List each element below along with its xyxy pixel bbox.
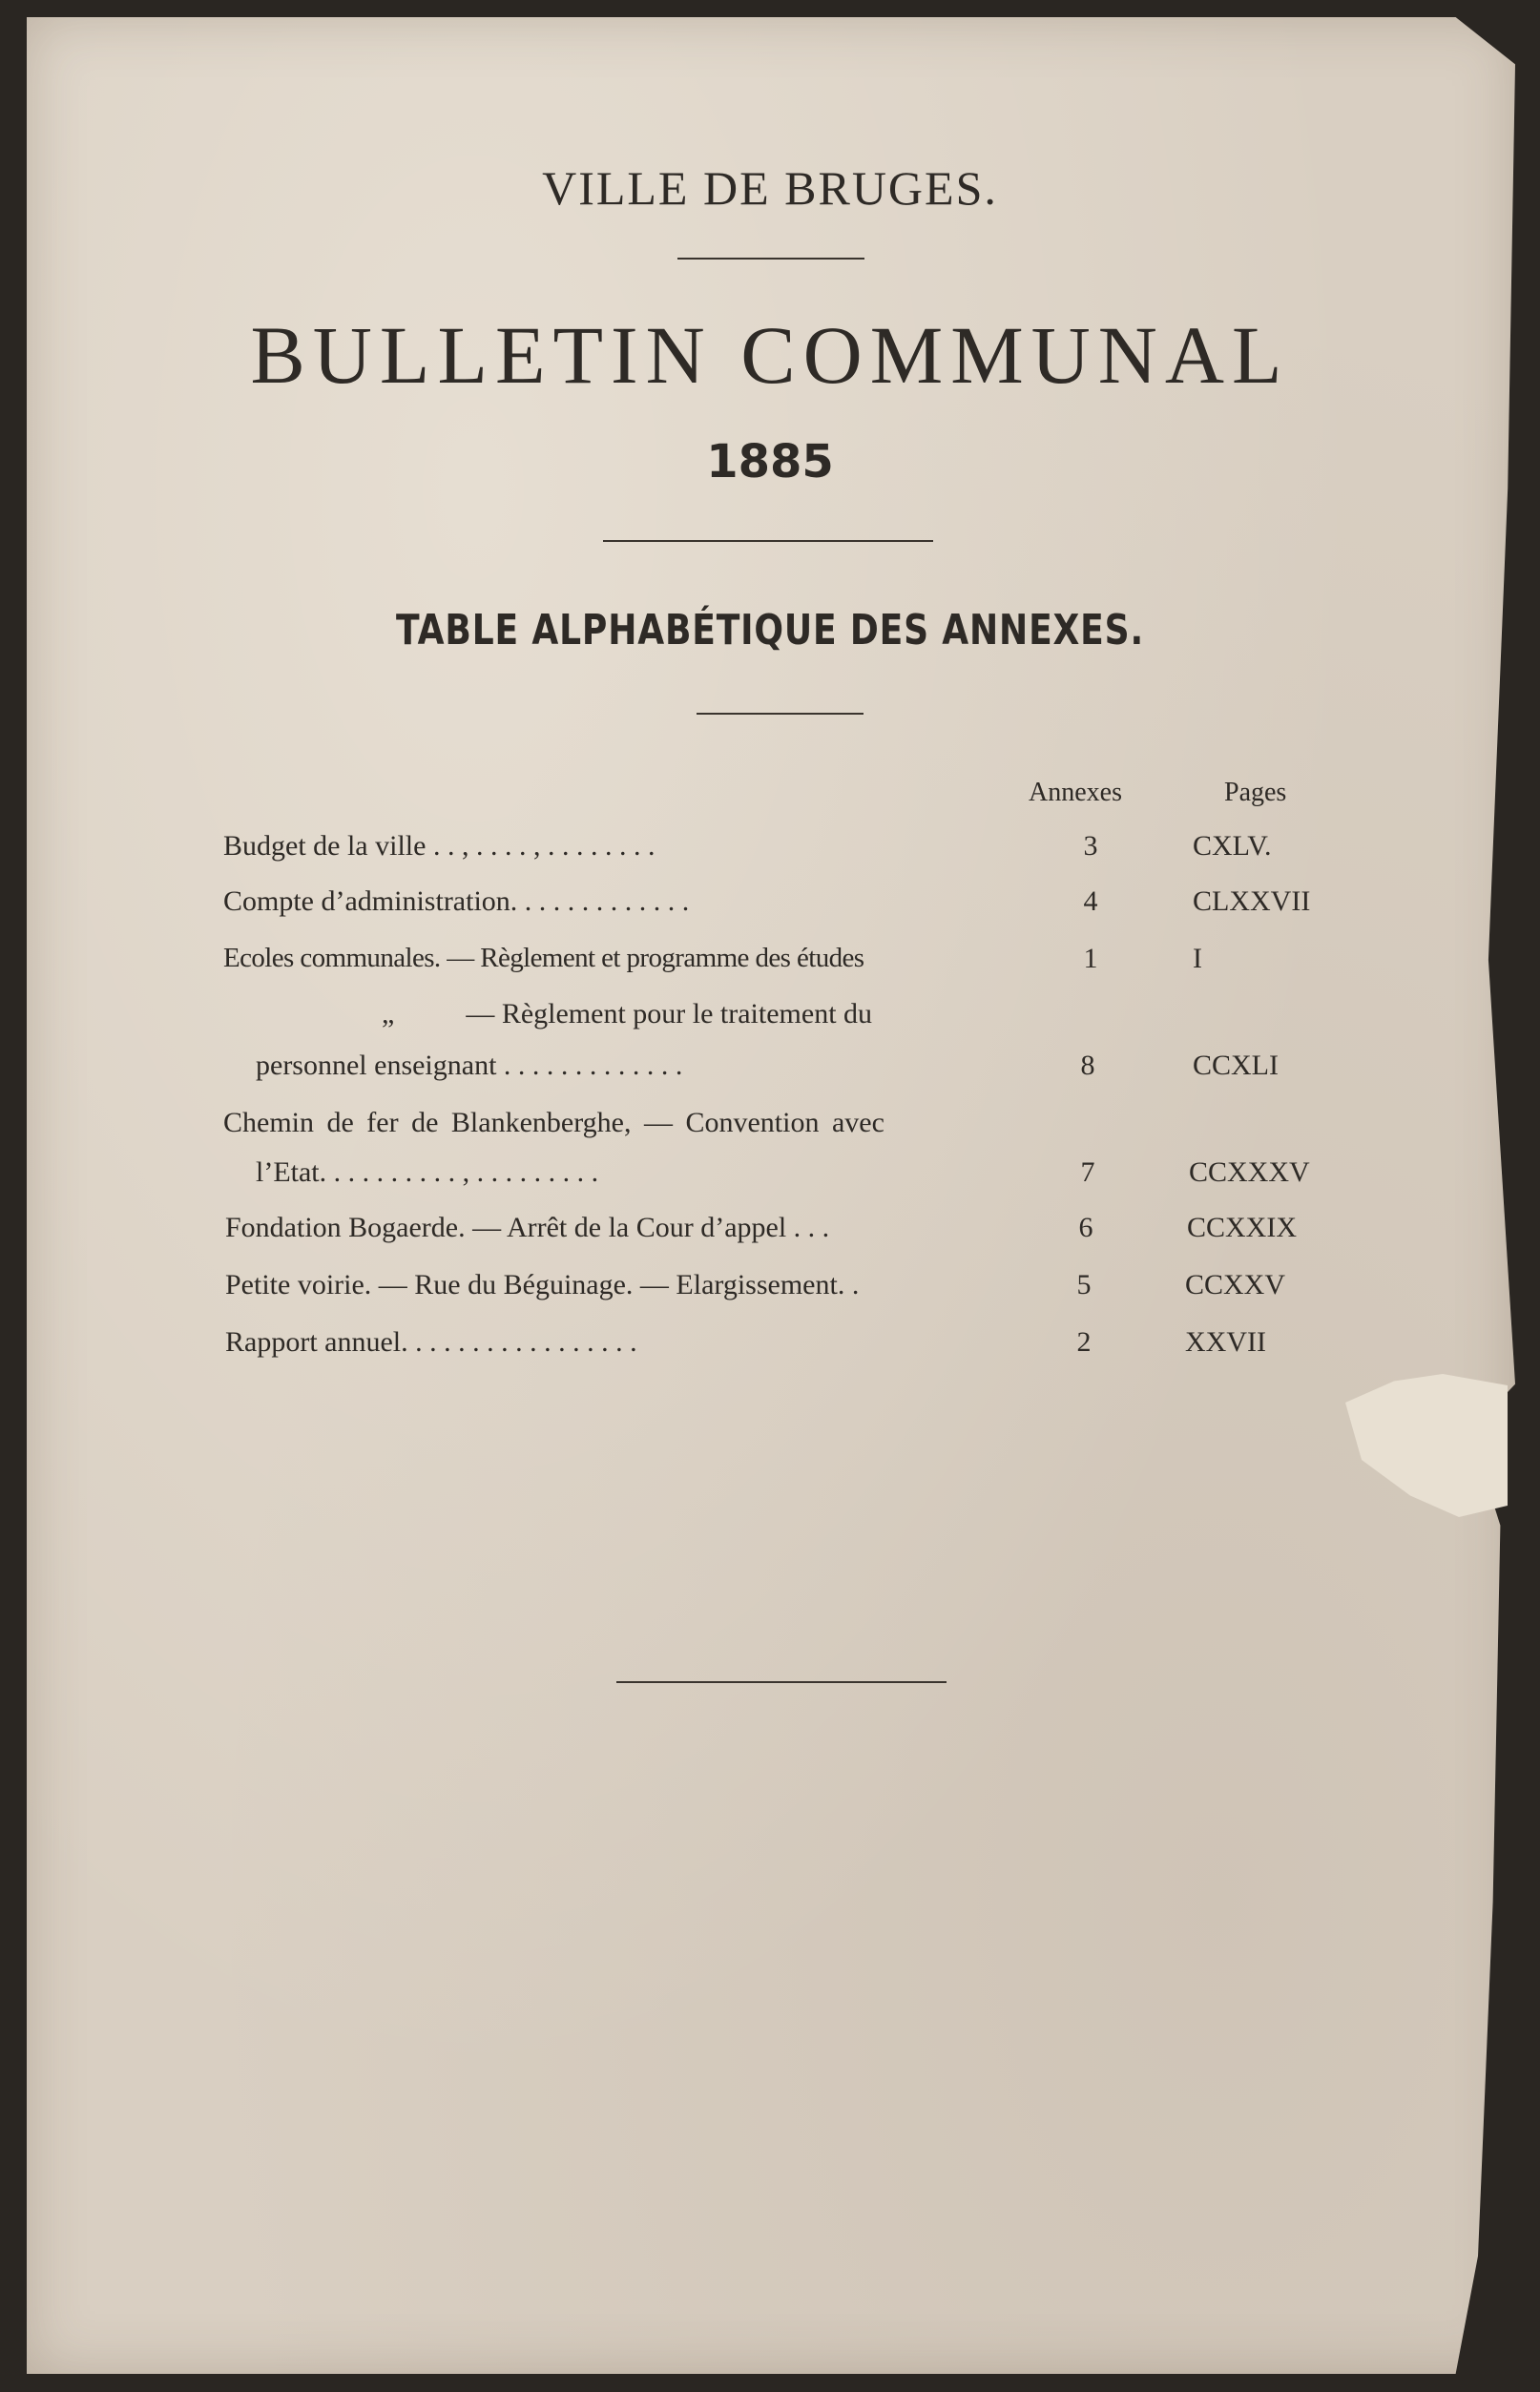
entry-page: CLXXVII (1193, 885, 1311, 917)
entry-text: l’Etat. . . . . . . . . . , . . . . . . . . . (256, 1156, 599, 1188)
entry-text: Petite voirie. — Rue du Béguinage. — Elargissement. . (225, 1269, 860, 1300)
bulletin-title: BULLETIN COMMUNAL (250, 309, 1290, 401)
divider-bottom (616, 1681, 947, 1683)
entry-annexe: 3 (1083, 830, 1098, 862)
year: 1885 (706, 435, 834, 489)
city-header: VILLE DE BRUGES. (542, 161, 998, 215)
entry-page: CCXLI (1193, 1050, 1279, 1081)
entry-page: CXLV. (1193, 830, 1272, 862)
divider-3 (697, 713, 864, 715)
entry-page: CCXXV (1185, 1269, 1286, 1300)
entry-text: Chemin de fer de Blankenberghe, — Convention avec (223, 1107, 884, 1138)
divider-1 (677, 258, 864, 260)
entry-annexe: 1 (1083, 943, 1098, 974)
entry-text: Ecoles communales. — Règlement et programme des études (223, 943, 864, 973)
entry-text: Rapport annuel. . . . . . . . . . . . . . . . . (225, 1326, 637, 1358)
entry-text: personnel enseignant . . . . . . . . . . . . . (256, 1050, 683, 1081)
entry-annexe: 8 (1080, 1050, 1095, 1081)
entry-annexe: 2 (1076, 1326, 1092, 1358)
entry-text: Compte d’administration. . . . . . . . . . . . . (223, 885, 690, 917)
entry-annexe: 7 (1080, 1156, 1095, 1188)
divider-2 (603, 540, 933, 542)
entry-page: XXVII (1185, 1326, 1266, 1358)
entry-text: Budget de la ville . . , . . . . , . . . . . . . . (223, 830, 656, 862)
entry-page: CCXXXV (1189, 1156, 1310, 1188)
entry-annexe: 6 (1078, 1212, 1093, 1243)
entry-page: CCXXIX (1187, 1212, 1298, 1243)
entry-text: Fondation Bogaerde. — Arrêt de la Cour d’appel . . . (225, 1212, 830, 1243)
table-title: TABLE ALPHABÉTIQUE DES ANNEXES. (396, 606, 1144, 655)
entry-text: „ — Règlement pour le traitement du (382, 998, 873, 1030)
pages-column-header: Pages (1224, 778, 1287, 807)
entry-annexe: 4 (1083, 885, 1098, 917)
entry-annexe: 5 (1076, 1269, 1092, 1300)
annexes-column-header: Annexes (1029, 778, 1122, 807)
entry-page: I (1193, 943, 1202, 974)
